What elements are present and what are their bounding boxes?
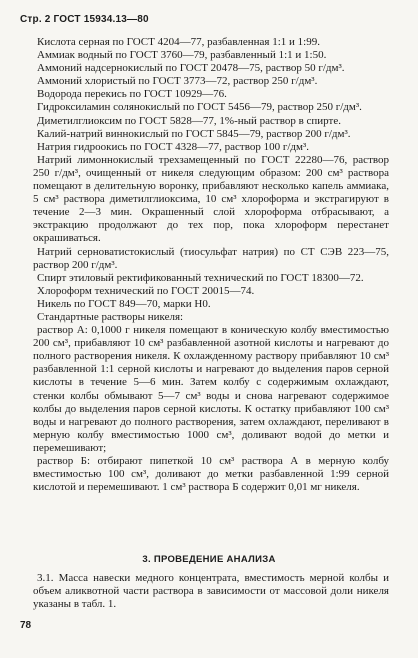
- reagent-line: Гидроксиламин солянокислый по ГОСТ 5456—79, раствор 250 г/дм³.: [37, 101, 362, 114]
- reagent-line: Диметилглиоксим по ГОСТ 5828—77, 1%-ный раствор в спирте.: [37, 114, 341, 127]
- page-header: Стр. 2 ГОСТ 15934.13—80: [20, 14, 149, 25]
- section-paragraph: 3.1. Масса навески медного концентрата, вместимость мерной колбы и объем аликвотной части раствора в зависимости от массовой доли никеля указаны в табл. 1.: [33, 572, 389, 611]
- reagents-list: [33, 36, 389, 494]
- reagent-line: Водорода перекись по ГОСТ 10929—76.: [37, 88, 227, 101]
- section-body: [33, 572, 389, 611]
- page-number: 78: [20, 620, 32, 631]
- reagent-line: Аммоний надсернокислый по ГОСТ 20478—75, раствор 50 г/дм³.: [37, 62, 345, 75]
- reagent-line: Калий-натрий виннокислый по ГОСТ 5845—79, раствор 200 г/дм³.: [37, 127, 351, 140]
- reagent-line: Натрий серноватистокислый (тиосульфат натрия) по СТ СЭВ 223—75, раствор 200 г/дм³.: [33, 245, 389, 271]
- reagent-line: раствор А: 0,1000 г никеля помещают в коническую колбу вместимостью 200 см³, прибавляют 10 см³ разбавленной азотной кислоты и нагревают до полного растворения никеля. К охлажденному раствору прибавляют 10 см³ разбавленной 1:1 серной кислоты и нагревают до выделения паров серной кислоты в течение 5—6 мин. Затем колбу с содержимым охлаждают, стенки колбы обмывают 5—7 см³ воды и снова нагревают содержимое колбы до выделения паров серной кислоты. К остатку прибавляют 100 см³ воды и нагревают до полного растворения, затем охлаждают, переливают в мерную колбу вместимостью 1000 см³, доливают водой до метки и перемешивают;: [33, 324, 389, 454]
- reagent-line: Кислота серная по ГОСТ 4204—77, разбавленная 1:1 и 1:99.: [37, 36, 320, 48]
- reagent-line: Стандартные растворы никеля:: [37, 310, 184, 323]
- reagent-line: раствор Б: отбирают пипеткой 10 см³ раствора А в мерную колбу вместимостью 100 см³, доливают до метки разбавленной 1:99 серной кислотой и перемешивают. 1 см³ раствора Б содержит 0,01 мг никеля.: [33, 455, 389, 494]
- reagent-line: Натрий лимоннокислый трехзамещенный по ГОСТ 22280—76, раствор 250 г/дм³, очищенный от никеля следующим образом: 200 см³ раствора помещают в делительную воронку, прибавляют несколько капель аммиака, 5 см³ раствора диметилглиоксима, 10 см³ хлороформа и экстрагируют в течение 2—3 мин. Окрашенный слой хлороформа отбрасывают, а экстракцию продолжают до тех пор, пока хлороформ перестанет окрашиваться.: [33, 153, 389, 245]
- reagent-line: Никель по ГОСТ 849—70, марки Н0.: [37, 297, 211, 310]
- reagent-line: Аммоний хлористый по ГОСТ 3773—72, раствор 250 г/дм³.: [37, 75, 318, 88]
- section-title: 3. ПРОВЕДЕНИЕ АНАЛИЗА: [142, 554, 276, 565]
- reagent-line: Спирт этиловый ректификованный технический по ГОСТ 18300—72.: [37, 271, 364, 284]
- reagent-line: Натрия гидроокись по ГОСТ 4328—77, раствор 100 г/дм³.: [37, 140, 310, 153]
- reagent-line: Хлороформ технический по ГОСТ 20015—74.: [37, 284, 255, 297]
- reagent-line: Аммиак водный по ГОСТ 3760—79, разбавленный 1:1 и 1:50.: [37, 49, 327, 62]
